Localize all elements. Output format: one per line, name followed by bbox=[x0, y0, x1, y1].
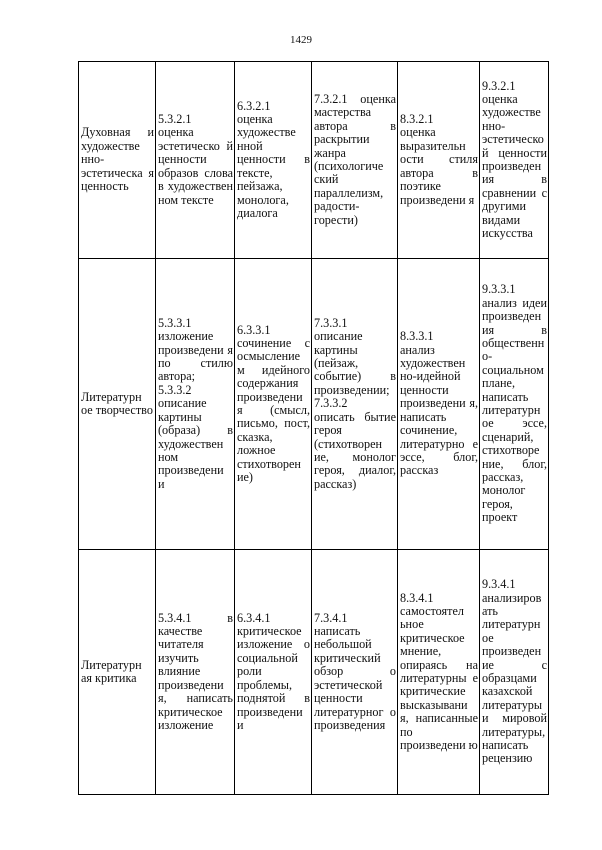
grade-9-cell: 9.3.4.1 анализиров ать литературн ое произведен ие с образцами казахской литературы и мировой литературы, написать рецензию bbox=[480, 550, 549, 795]
grade-7-cell: 7.3.4.1 написать небольшой критический обзор о эстетической ценности литературног о произведения bbox=[312, 550, 398, 795]
row-topic-cell: Литературн ое творчество bbox=[79, 259, 156, 550]
grade-5-cell: 5.3.3.1 изложение произведени я по стилю автора; 5.3.3.2 описание картины (образа) в художествен ном произведени и bbox=[156, 259, 235, 550]
grade-6-cell: 6.3.2.1 оценка художестве нной ценности в тексте, пейзажа, монолога, диалога bbox=[235, 62, 312, 259]
page-number: 1429 bbox=[290, 34, 312, 46]
grade-9-cell: 9.3.3.1 анализ идеи произведен ия в общественн о-социальном плане, написать литературн ое эссе, сценарий, стихотворе ние, блог, рассказ, монолог героя, проект bbox=[480, 259, 549, 550]
grade-8-cell: 8.3.3.1 анализ художествен но-идейной ценности произведени я, написать сочинение, литературно е эссе, блог, рассказ bbox=[398, 259, 480, 550]
curriculum-table bbox=[78, 61, 549, 795]
grade-7-cell: 7.3.2.1 оценка мастерства автора в раскрытии жанра (психологиче ский параллелизм, радости-горести) bbox=[312, 62, 398, 259]
grade-5-cell: 5.3.4.1 в качестве читателя изучить влияние произведени я, написать критическое изложение bbox=[156, 550, 235, 795]
grade-7-cell: 7.3.3.1 описание картины (пейзаж, событие) в произведении; 7.3.3.2 описать бытие героя (стихотворен ие, монолог героя, диалог, рассказ) bbox=[312, 259, 398, 550]
table-row bbox=[79, 62, 549, 259]
grade-9-cell: 9.3.2.1 оценка художестве нно-эстетическо й ценности произведен ия в сравнении с другими видами искусства bbox=[480, 62, 549, 259]
grade-6-cell: 6.3.3.1 сочинение с осмысление м идейного содержания произведени я (смысл, письмо, пост, сказка, ложное стихотворен ие) bbox=[235, 259, 312, 550]
grade-8-cell: 8.3.4.1 самостоятел ьное критическое мнение, опираясь на литературны е критические высказывани я, написанные по произведени ю bbox=[398, 550, 480, 795]
grade-5-cell: 5.3.2.1 оценка эстетическо й ценности образов слова в художествен ном тексте bbox=[156, 62, 235, 259]
row-topic-cell: Литературн ая критика bbox=[79, 550, 156, 795]
grade-8-cell: 8.3.2.1 оценка выразительн ости стиля автора в поэтике произведени я bbox=[398, 62, 480, 259]
grade-6-cell: 6.3.4.1 критическое изложение о социальной роли проблемы, поднятой в произведени и bbox=[235, 550, 312, 795]
table-row bbox=[79, 550, 549, 795]
table-row bbox=[79, 259, 549, 550]
row-topic-cell: Духовная и художестве нно-эстетическа я ценность bbox=[79, 62, 156, 259]
